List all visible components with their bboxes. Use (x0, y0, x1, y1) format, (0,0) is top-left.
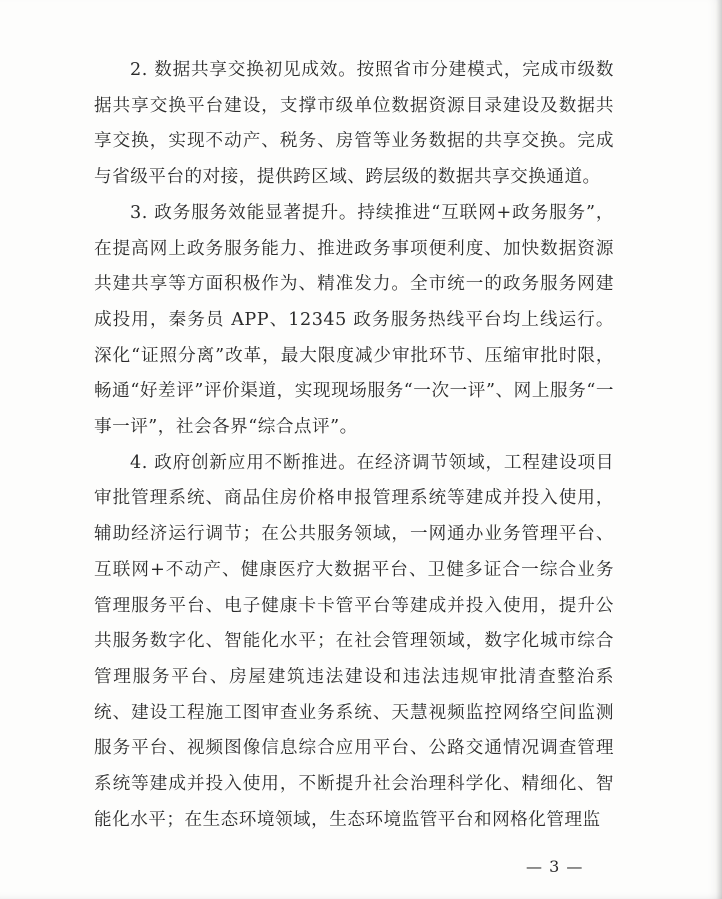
paragraph-text: 4. 政府创新应用不断推进。在经济调节领域，工程建设项目审批管理系统、商品住房价格申报管理系统等建成并投入使用，辅助经济运行调节；在公共服务领域，一网通办业务管理平台、互联网+不动产、健康医疗大数据平台、卫健多证合一综合业务管理服务平台、电子健康卡卡管平台等建成并投入使用，提升公共服务数字化、智能化水平；在社会管理领域，数字化城市综合管理服务平台、房屋建筑违法建设和违法违规审批清查整治系统、建设工程施工图审查业务系统、天慧视频监控网络空间监测服务平台、视频图像信息综合应用平台、公路交通情况调查管理系统等建成并投入使用，不断提升社会治理科学化、精细化、智能化水平；在生态环境领域，生态环境监管平台和网格化管理监 (94, 452, 614, 830)
paragraph-government-services (94, 196, 614, 446)
paragraph-text: 3. 政务服务效能显著提升。持续推进“互联网+政务服务”，在提高网上政务服务能力、推进政务事项便利度、加快数据资源共建共享等方面积极作为、精准发力。全市统一的政务服务网建成投用，秦务员 APP、12345 政务服务热线平台均上线运行。深化“证照分离”改革，最大限度减少审批环节、压缩审批时限，畅通“好差评”评价渠道，实现现场服务“一次一评”、网上服务“一事一评”，社会各界“综合点评”。 (94, 202, 614, 438)
document-body (94, 53, 614, 838)
paragraph-data-sharing (94, 53, 614, 196)
paragraph-innovation-applications (94, 446, 614, 839)
page-number: — 3 — (526, 857, 584, 876)
paragraph-text: 2. 数据共享交换初见成效。按照省市分建模式，完成市级数据共享交换平台建设，支撑市级单位数据资源目录建设及数据共享交换，实现不动产、税务、房管等业务数据的共享交换。完成与省级平台的对接，提供跨区域、跨层级的数据共享交换通道。 (94, 60, 614, 188)
scan-shadow-edge (716, 0, 722, 899)
